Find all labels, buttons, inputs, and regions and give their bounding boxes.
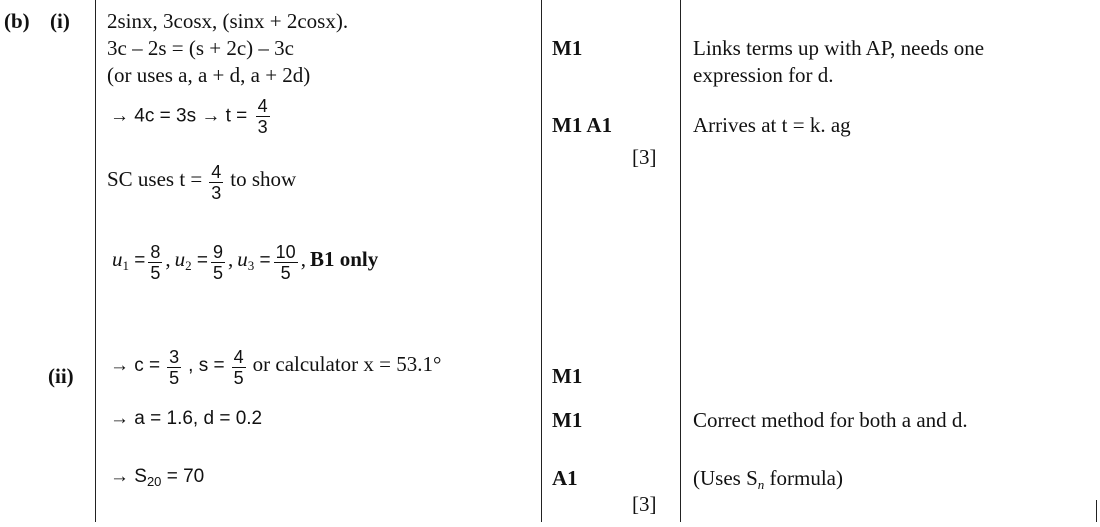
subpart-ii-label: (ii) bbox=[48, 364, 74, 388]
mark-total-ii: [3] bbox=[632, 492, 657, 516]
guidance-2: Arrives at t = k. ag bbox=[693, 113, 851, 137]
part-label: (b) bbox=[4, 9, 30, 33]
ii-line-2: → a = 1.6, d = 0.2 bbox=[110, 408, 263, 429]
subpart-i-label: (i) bbox=[50, 9, 70, 33]
column-divider-1 bbox=[95, 0, 96, 522]
ii-line-3: → $S_{20} = 70$ bbox=[110, 466, 205, 489]
mark-m1-2: M1 bbox=[552, 364, 583, 388]
working-line-1: 2sinx, 3cosx, (sinx + 2cosx). bbox=[107, 9, 349, 33]
u-terms-line: $u_1$ = $\frac{8}{5}$ , $u_2$ = $\frac{9}{5}$ , $u_3$ = $\frac{10}{5}$ , B1 only bbox=[112, 242, 379, 283]
mark-m1-3: M1 bbox=[552, 408, 583, 432]
mark-m1-a1: M1 A1 bbox=[552, 113, 613, 137]
sc-line: SC uses t = $\frac{4}{3}$ to show bbox=[107, 162, 297, 203]
stray-mark bbox=[1096, 500, 1097, 522]
mark-m1-1: M1 bbox=[552, 36, 583, 60]
guidance-4: (Uses $S_n$ formula) bbox=[693, 466, 843, 492]
mark-total-i: [3] bbox=[632, 145, 657, 169]
working-line-4: → 4c = 3s → t = $\frac{4}{3}$ bbox=[110, 96, 268, 137]
column-divider-2 bbox=[541, 0, 542, 522]
column-divider-3 bbox=[680, 0, 681, 522]
working-line-2: 3c – 2s = (s + 2c) – 3c bbox=[107, 36, 294, 60]
fraction-t: $\frac{4}{3}$ bbox=[257, 96, 268, 137]
b1-only-note: B1 only bbox=[309, 247, 379, 272]
fraction-sc: $\frac{4}{3}$ bbox=[211, 162, 222, 203]
mark-a1: A1 bbox=[552, 466, 578, 490]
working-line-3: (or uses a, a + d, a + 2d) bbox=[107, 63, 311, 87]
guidance-3: Correct method for both a and d. bbox=[693, 408, 968, 432]
ii-line-1: → c = $\frac{3}{5}$ , s = $\frac{4}{5}$ or calculator x = 53.1° bbox=[110, 347, 442, 388]
guidance-1-line-2: expression for d. bbox=[693, 63, 834, 87]
guidance-1-line-1: Links terms up with AP, needs one bbox=[693, 36, 985, 60]
